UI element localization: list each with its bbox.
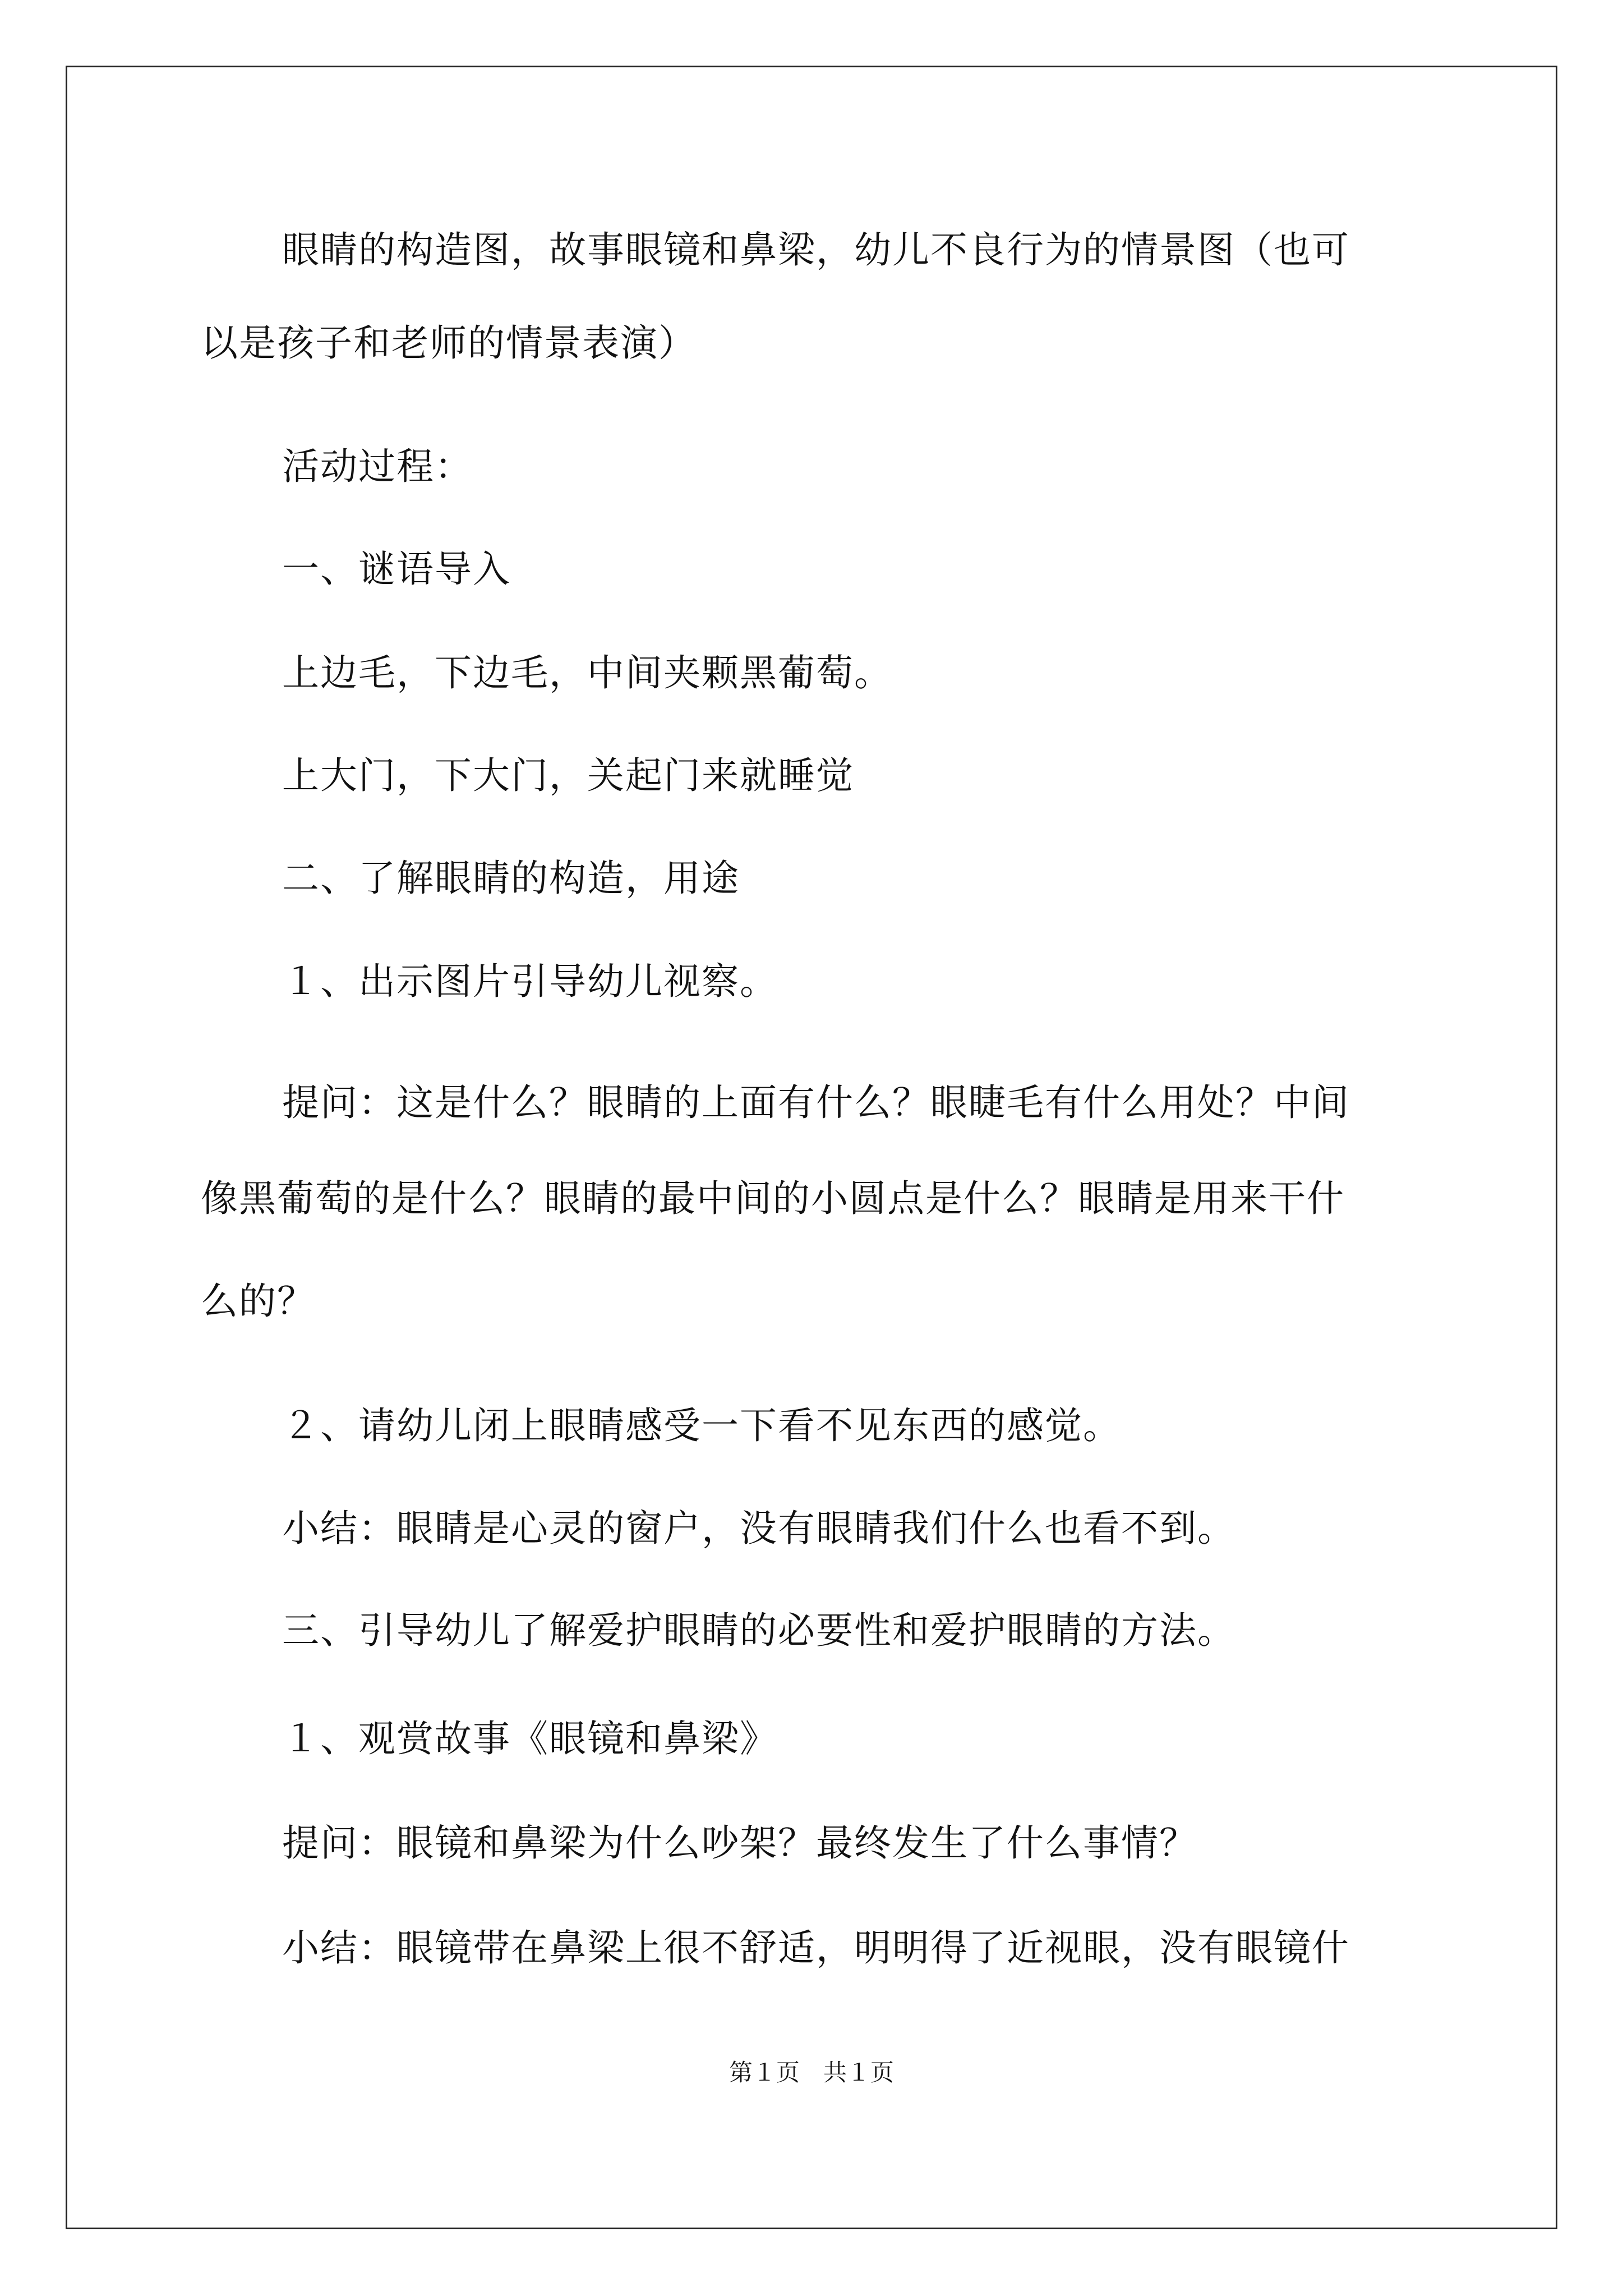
text-line: 以是孩子和老师的情景表演） — [201, 321, 697, 365]
text-line: 提问：这是什么？眼睛的上面有什么？眼睫毛有什么用处？中间 — [282, 1081, 1350, 1124]
text-line: 眼睛的构造图，故事眼镜和鼻梁，幼儿不良行为的情景图（也可 — [282, 228, 1350, 272]
text-line: ２、请幼儿闭上眼睛感受一下看不见东西的感觉。 — [282, 1404, 1121, 1447]
text-line: 提问：眼镜和鼻梁为什么吵架？最终发生了什么事情？ — [282, 1821, 1197, 1865]
text-line: １、观赏故事《眼镜和鼻梁》 — [282, 1717, 778, 1760]
page-border — [66, 66, 1557, 2229]
text-line: 小结：眼镜带在鼻梁上很不舒适，明明得了近视眼，没有眼镜什 — [282, 1926, 1350, 1970]
page-footer: 第１页 共１页 — [728, 2059, 894, 2086]
text-line: 活动过程： — [282, 445, 473, 488]
text-line: 像黑葡萄的是什么？眼睛的最中间的小圆点是什么？眼睛是用来干什 — [201, 1177, 1345, 1220]
text-line: 小结：眼睛是心灵的窗户，没有眼睛我们什么也看不到。 — [282, 1507, 1235, 1550]
text-line: 么的？ — [201, 1280, 315, 1323]
text-line: １、出示图片引导幼儿视察。 — [282, 960, 778, 1003]
text-line: 上边毛，下边毛，中间夹颗黑葡萄。 — [282, 651, 892, 694]
text-line: 三、引导幼儿了解爱护眼睛的必要性和爱护眼睛的方法。 — [282, 1609, 1235, 1652]
text-line: 上大门，下大门，关起门来就睡觉 — [282, 754, 854, 797]
text-line: 二、了解眼睛的构造，用途 — [282, 857, 740, 900]
text-line: 一、谜语导入 — [282, 547, 511, 591]
